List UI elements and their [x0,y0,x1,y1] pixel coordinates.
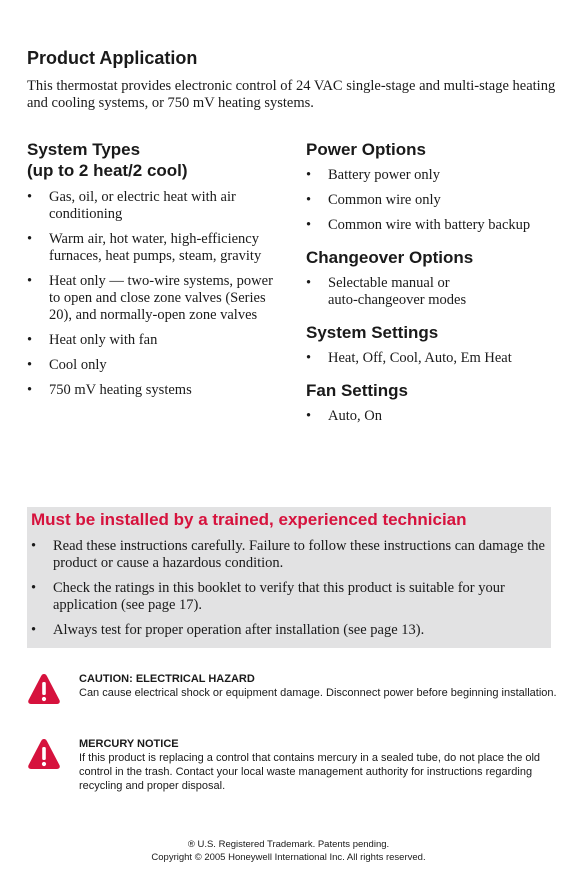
list-item: • Read these instructions carefully. Failure to follow these instructions can damage the product or cause a hazardous condition. [31,538,545,571]
bullet-icon: • [31,580,37,596]
list-item: • Warm air, hot water, high-efficiency furnaces, heat pumps, steam, gravity [27,231,262,264]
mercury-notice [27,737,557,797]
system-settings-section [306,322,561,367]
copyright-line: Copyright © 2005 Honeywell International Inc. All rights reserved. [151,852,426,863]
installation-warning-list [31,538,546,647]
caution-text-block [79,672,559,700]
list-item: • Selectable manual or auto-changeover modes [306,275,467,308]
list-item: • Battery power only [306,167,440,183]
system-types-list [27,189,287,399]
product-application-description: This thermostat provides electronic control of 24 VAC single-stage and multi-stage heating and cooling systems, or 750 mV heating systems. [27,78,556,111]
changeover-options-heading: Changeover Options [306,248,474,267]
caution-body: Can cause electrical shock or equipment damage. Disconnect power before beginning installation. [79,687,557,699]
system-settings-list [306,350,561,367]
list-item: • Heat only — two-wire systems, power to open and close zone valves (Series 20), and normally-open zone valves [27,273,273,323]
bullet-icon: • [306,408,312,424]
mercury-heading: MERCURY NOTICE [79,738,179,750]
bullet-icon: • [306,167,312,183]
power-options-heading: Power Options [306,140,426,159]
mercury-text-block [79,737,559,793]
product-application-heading: Product Application [27,48,198,68]
system-types-title: System Types [27,140,141,159]
bullet-icon: • [306,192,312,208]
system-settings-heading: System Settings [306,323,439,342]
bullet-icon: • [27,382,33,398]
warning-triangle-icon [27,737,61,771]
list-item: • Common wire with battery backup [306,217,531,233]
warning-triangle-icon [27,672,61,706]
fan-settings-list [306,408,561,425]
list-item: • Gas, oil, or electric heat with air conditioning [27,189,236,222]
caution-electrical-hazard [27,672,557,722]
list-item: • Auto, On [306,408,382,424]
list-item: • Cool only [27,357,107,373]
fan-settings-heading: Fan Settings [306,381,409,400]
bullet-icon: • [306,217,312,233]
changeover-options-list [306,275,561,309]
list-item: • Common wire only [306,192,441,208]
footer [0,838,577,864]
fan-settings-section [306,380,561,425]
bullet-icon: • [306,350,312,366]
bullet-icon: • [27,231,33,247]
system-types-heading [27,139,287,181]
power-options-list [306,167,561,234]
bullet-icon: • [31,622,37,638]
list-item: • Heat only with fan [27,332,158,348]
bullet-icon: • [27,332,33,348]
installation-warning-heading: Must be installed by a trained, experienced technician [31,510,467,529]
list-item: • Heat, Off, Cool, Auto, Em Heat [306,350,512,366]
system-types-section [27,139,287,407]
mercury-body: If this product is replacing a control that contains mercury in a sealed tube, do not place the old control in the trash. Contact your local waste management authority for instructions regarding recycling and proper disposal. [79,752,541,792]
system-types-subtitle: (up to 2 heat/2 cool) [27,161,188,180]
bullet-icon: • [27,189,33,205]
caution-heading: CAUTION: ELECTRICAL HAZARD [79,673,255,685]
options-column [306,139,561,438]
bullet-icon: • [31,538,37,554]
changeover-options-section [306,247,561,309]
bullet-icon: • [27,273,33,289]
list-item: • 750 mV heating systems [27,382,192,398]
bullet-icon: • [27,357,33,373]
bullet-icon: • [306,275,312,291]
installation-warning-box [27,507,551,648]
list-item: • Check the ratings in this booklet to verify that this product is suitable for your application (see page 17). [31,580,505,613]
list-item: • Always test for proper operation after installation (see page 13). [31,622,425,638]
power-options-section [306,139,561,234]
trademark-line: ® U.S. Registered Trademark. Patents pending. [187,839,390,850]
